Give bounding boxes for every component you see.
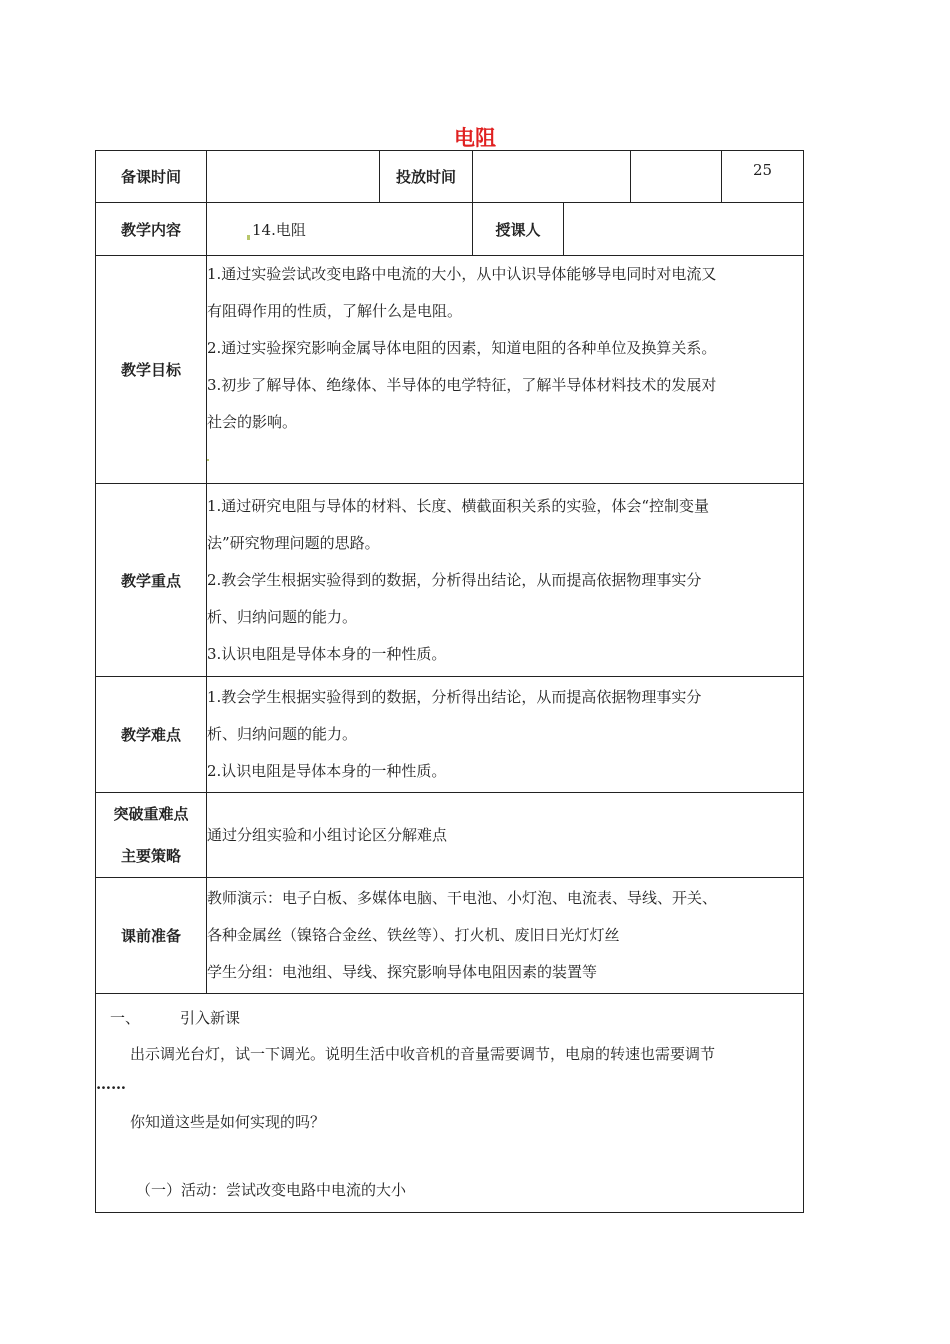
label-strategy-line1: 突破重难点 bbox=[113, 805, 189, 823]
release-time-value bbox=[473, 151, 631, 203]
preparation-line: 各种金属丝（镍铬合金丝、铁丝等）、打火机、废旧日光灯灯丝 bbox=[207, 926, 620, 944]
intro-question: 你知道这些是如何实现的吗？ bbox=[130, 1113, 326, 1131]
row-preparation bbox=[96, 878, 804, 994]
teacher-value bbox=[564, 203, 804, 256]
lesson-plan-table bbox=[95, 150, 804, 1213]
intro-paragraph: 出示调光台灯，试一下调光。说明生活中收音机的音量需要调节，电扇的转速也需要调节 bbox=[130, 1045, 716, 1063]
label-prep-time: 备课时间 bbox=[96, 151, 207, 203]
difficulty-line: 1.教会学生根据实验得到的数据，分析得出结论，从而提高依据物理事实分 bbox=[207, 688, 702, 706]
label-key-points: 教学重点 bbox=[96, 484, 207, 677]
preparation-cell bbox=[207, 878, 804, 994]
strategy-cell: 通过分组实验和小组讨论区分解难点 bbox=[207, 793, 804, 878]
label-strategy-line2: 主要策略 bbox=[120, 847, 181, 865]
objective-line: 3.初步了解导体、绝缘体、半导体的电学特征，了解半导体材料技术的发展对 bbox=[207, 376, 717, 394]
objectives-cell bbox=[207, 256, 804, 484]
intro-cell bbox=[96, 994, 804, 1213]
intro-heading bbox=[96, 1006, 803, 1030]
difficulty-line: 2.认识电阻是导体本身的一种性质。 bbox=[207, 762, 447, 780]
objective-marker bbox=[207, 441, 803, 478]
intro-heading-number: 一、 bbox=[110, 1009, 141, 1027]
key-point-line: 析、归纳问题的能力。 bbox=[207, 607, 358, 626]
marker-icon bbox=[207, 459, 209, 461]
key-points-cell bbox=[207, 484, 804, 677]
key-point-line: 法”研究物理问题的思路。 bbox=[207, 533, 380, 552]
row-objectives bbox=[96, 256, 804, 484]
label-difficulties: 教学难点 bbox=[96, 677, 207, 793]
intro-ellipsis: …… bbox=[96, 1075, 126, 1093]
difficulties-cell bbox=[207, 677, 804, 793]
content-value: 14.电阻 bbox=[252, 220, 306, 239]
marker-icon bbox=[247, 235, 250, 240]
key-point-line: 2.教会学生根据实验得到的数据，分析得出结论，从而提高依据物理事实分 bbox=[207, 570, 702, 589]
intro-heading-text: 引入新课 bbox=[180, 1009, 241, 1027]
row-difficulties bbox=[96, 677, 804, 793]
label-preparation: 课前准备 bbox=[96, 878, 207, 994]
row-intro bbox=[96, 994, 804, 1213]
objective-line: 1.通过实验尝试改变电路中电流的大小，从中认识导体能够导电同时对电流又 bbox=[207, 265, 717, 283]
objective-line: 2.通过实验探究影响金属导体电阻的因素，知道电阻的各种单位及换算关系。 bbox=[207, 339, 717, 357]
label-strategy bbox=[96, 793, 207, 878]
page-number-cell: 25 bbox=[722, 151, 804, 203]
content-cell bbox=[207, 203, 473, 256]
intro-activity: （一）活动：尝试改变电路中电流的大小 bbox=[136, 1181, 407, 1199]
row-strategy bbox=[96, 793, 804, 878]
label-teacher: 授课人 bbox=[473, 203, 564, 256]
objective-line: 有阻碍作用的性质，了解什么是电阻。 bbox=[207, 302, 463, 320]
objective-line: 社会的影响。 bbox=[207, 413, 298, 431]
row-key-points bbox=[96, 484, 804, 677]
key-point-line: 1.通过研究电阻与导体的材料、长度、横截面积关系的实验，体会“控制变量 bbox=[207, 496, 709, 515]
row-times bbox=[96, 151, 804, 203]
key-point-line: 3.认识电阻是导体本身的一种性质。 bbox=[207, 644, 447, 663]
preparation-line: 教师演示：电子白板、多媒体电脑、干电池、小灯泡、电流表、导线、开关、 bbox=[207, 889, 718, 907]
label-release-time: 投放时间 bbox=[380, 151, 473, 203]
difficulty-line: 析、归纳问题的能力。 bbox=[207, 725, 358, 743]
preparation-line: 学生分组：电池组、导线、探究影响导体电阻因素的装置等 bbox=[207, 963, 598, 981]
row-content bbox=[96, 203, 804, 256]
page-title: 电阻 bbox=[454, 126, 496, 150]
blank-cell bbox=[631, 151, 722, 203]
prep-time-value bbox=[207, 151, 380, 203]
label-objectives: 教学目标 bbox=[96, 256, 207, 484]
label-content: 教学内容 bbox=[96, 203, 207, 256]
